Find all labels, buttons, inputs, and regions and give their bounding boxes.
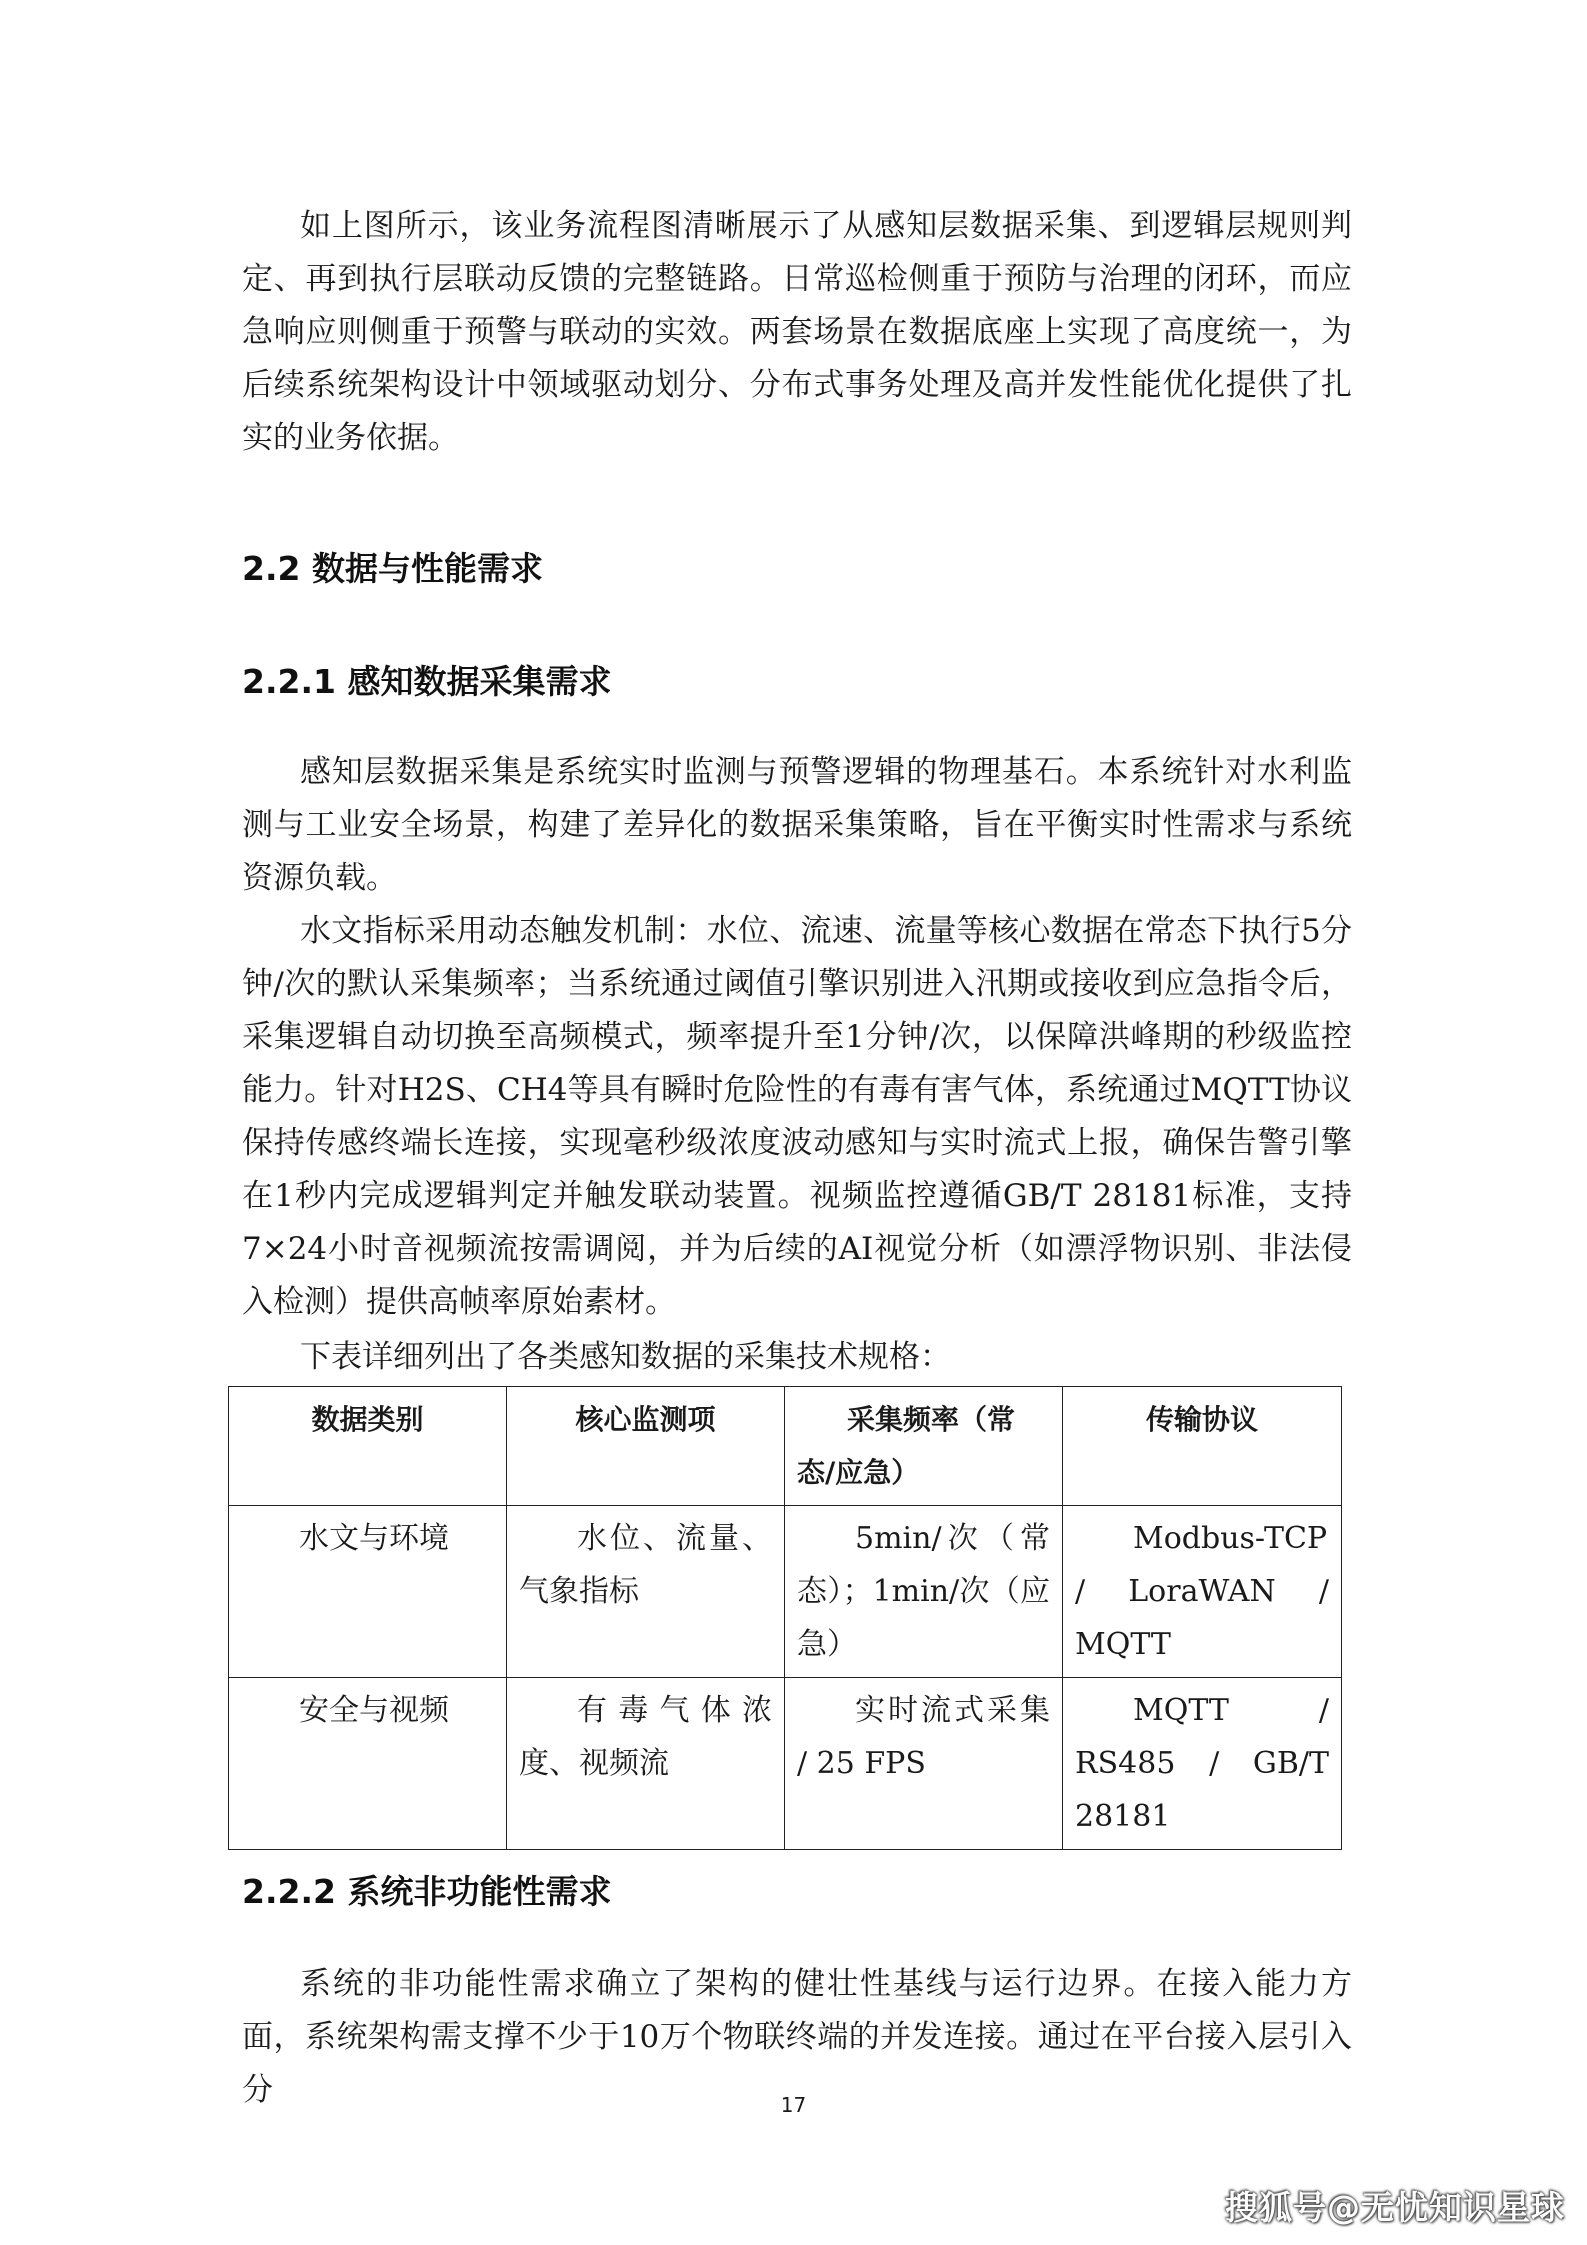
table-header-cell: 数据类别 bbox=[229, 1387, 507, 1506]
section-heading-2-2-1: 2.2.1 感知数据采集需求 bbox=[242, 662, 612, 701]
paragraph-sensing-intro: 感知层数据采集是系统实时监测与预警逻辑的物理基石。本系统针对水利监测与工业安全场景，构建了差异化的数据采集策略，旨在平衡实时性需求与系统资源负载。 bbox=[242, 754, 1352, 896]
table-cell: 安全与视频 bbox=[229, 1678, 507, 1850]
table-cell: 有毒气体浓度、视频流 bbox=[507, 1678, 785, 1850]
paragraph-hydrology-mechanism: 水文指标采用动态触发机制：水位、流速、流量等核心数据在常态下执行5分钟/次的默认采集频率；当系统通过阈值引擎识别进入汛期或接收到应急指令后，采集逻辑自动切换至高频模式，频率提升至1分钟/次，以保障洪峰期的秒级监控能力。针对H2S、CH4等具有瞬时危险性的有毒有害气体，系统通过MQTT协议保持传感终端长连接，实现毫秒级浓度波动感知与实时流式上报，确保告警引擎在1秒内完成逻辑判定并触发联动装置。视频监控遵循GB/T 28181标准，支持7×24小时音视频流按需调阅，并为后续的AI视觉分析（如漂浮物识别、非法侵入检测）提供高帧率原始素材。 bbox=[242, 913, 1352, 1320]
table-row bbox=[229, 1506, 1342, 1678]
table-header-cell: 采集频率（常态/应急） bbox=[785, 1387, 1063, 1506]
table-cell: Modbus-TCP / LoraWAN / MQTT bbox=[1063, 1506, 1342, 1678]
paragraph-table-intro: 下表详细列出了各类感知数据的采集技术规格： bbox=[300, 1339, 951, 1375]
spec-table bbox=[228, 1386, 1342, 1850]
table-cell: 实时流式采集 / 25 FPS bbox=[785, 1678, 1063, 1850]
table-header-cell: 核心监测项 bbox=[507, 1387, 785, 1506]
table-cell: 水位、流量、气象指标 bbox=[507, 1506, 785, 1678]
paragraph-nonfunctional: 系统的非功能性需求确立了架构的健壮性基线与运行边界。在接入能力方面，系统架构需支撑不少于10万个物联终端的并发连接。通过在平台接入层引入分 bbox=[242, 1966, 1352, 2108]
watermark-text: 搜狐号@无忧知识星球 bbox=[1225, 2188, 1565, 2227]
table-cell: MQTT / RS485 / GB/T 28181 bbox=[1063, 1678, 1342, 1850]
table-cell: 水文与环境 bbox=[229, 1506, 507, 1678]
page-number: 17 bbox=[780, 2093, 807, 2117]
section-heading-2-2-2: 2.2.2 系统非功能性需求 bbox=[242, 1872, 612, 1911]
section-heading-2-2: 2.2 数据与性能需求 bbox=[242, 549, 543, 588]
table-cell: 5min/次（常态）；1min/次（应急） bbox=[785, 1506, 1063, 1678]
table-row bbox=[229, 1678, 1342, 1850]
table-header-row bbox=[229, 1387, 1342, 1506]
table-header-cell: 传输协议 bbox=[1063, 1387, 1342, 1506]
paragraph-flowchart-summary: 如上图所示，该业务流程图清晰展示了从感知层数据采集、到逻辑层规则判定、再到执行层联动反馈的完整链路。日常巡检侧重于预防与治理的闭环，而应急响应则侧重于预警与联动的实效。两套场景在数据底座上实现了高度统一，为后续系统架构设计中领域驱动划分、分布式事务处理及高并发性能优化提供了扎实的业务依据。 bbox=[242, 208, 1352, 456]
